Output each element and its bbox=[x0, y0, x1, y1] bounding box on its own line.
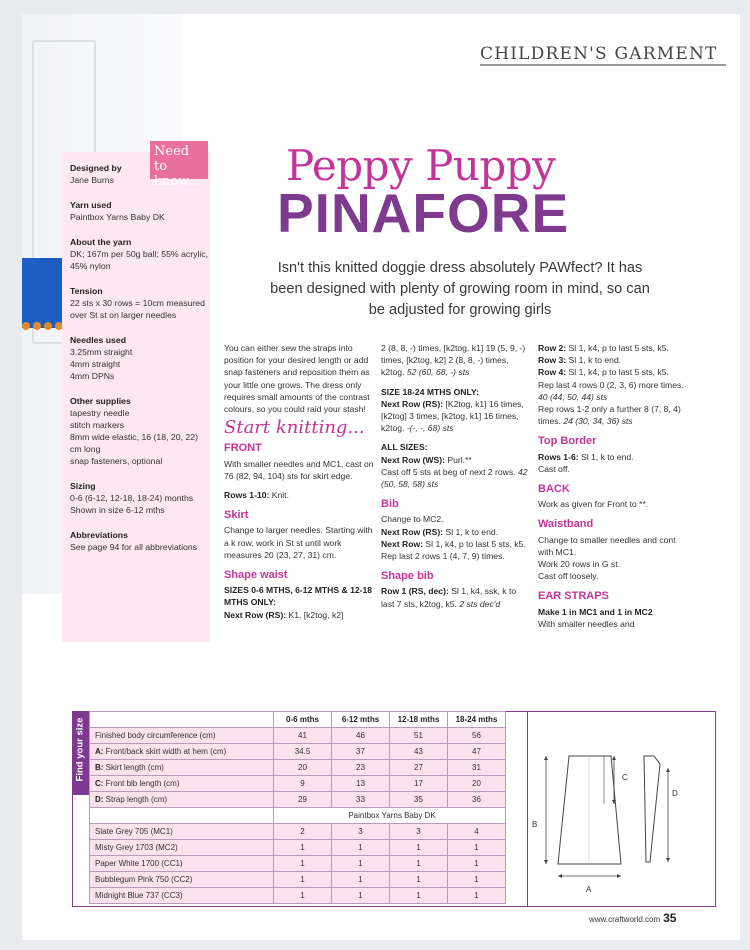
waist-sizes: SIZES 0-6 MTHS, 6-12 MTHS & 12-18 MTHS ONLY: bbox=[224, 585, 373, 608]
waistband-heading: Waistband bbox=[538, 518, 594, 531]
section-heading: About the yarn bbox=[70, 237, 132, 247]
need-to-know-content bbox=[70, 162, 210, 566]
skirt-outline bbox=[558, 756, 621, 864]
table-row bbox=[90, 776, 506, 792]
measurement-label: Finished body circumference (cm) bbox=[90, 728, 274, 744]
measurement-label: A: Front/back skirt width at hem (cm) bbox=[90, 744, 274, 760]
yarn-quantity: 3 bbox=[390, 824, 448, 840]
yarn-quantity: 1 bbox=[274, 840, 332, 856]
measurement-value: 17 bbox=[390, 776, 448, 792]
need-to-know-section bbox=[70, 334, 210, 382]
yarn-quantity: 1 bbox=[332, 840, 390, 856]
yarn-quantity: 4 bbox=[448, 824, 506, 840]
measurement-label: C: Front bib length (cm) bbox=[90, 776, 274, 792]
need-to-know-section bbox=[70, 285, 210, 321]
section-heading: Other supplies bbox=[70, 396, 131, 406]
back-text: Work as given for Front to **. bbox=[538, 499, 649, 510]
title-line-1: Peppy Puppy bbox=[286, 141, 556, 190]
table-row bbox=[90, 856, 506, 872]
table-row bbox=[90, 888, 506, 904]
label-b: B bbox=[532, 820, 538, 829]
skirt-text: Change to larger needles. Starting with a k row, work in St st until work measures 20 (23, 27, 31) cm. bbox=[224, 525, 373, 560]
section-text: 0-6 (6-12, 12-18, 18-24) months Shown in size 6-12 mths bbox=[70, 493, 194, 515]
measurement-value: 33 bbox=[332, 792, 390, 808]
need-to-know-section bbox=[70, 480, 210, 516]
size-column-header: 12-18 mths bbox=[390, 712, 448, 728]
section-heading: Designed by bbox=[70, 163, 122, 173]
skirt-heading: Skirt bbox=[224, 509, 249, 522]
measurement-value: 56 bbox=[448, 728, 506, 744]
yarn-quantity: 1 bbox=[448, 888, 506, 904]
measurement-value: 20 bbox=[274, 760, 332, 776]
yarn-quantity: 1 bbox=[274, 856, 332, 872]
need-to-know-tab: Need to know... bbox=[150, 141, 208, 179]
yarn-label: Midnight Blue 737 (CC3) bbox=[90, 888, 274, 904]
size-column-header: 0-6 mths bbox=[274, 712, 332, 728]
measurement-value: 13 bbox=[332, 776, 390, 792]
blue-garment-photo bbox=[22, 258, 62, 328]
rows-1-10: Rows 1-10: Knit. bbox=[224, 490, 289, 501]
need-to-know-section bbox=[70, 236, 210, 272]
ear-straps-heading: EAR STRAPS bbox=[538, 590, 609, 603]
back-heading: BACK bbox=[538, 483, 570, 496]
find-your-size-tab: Find your size bbox=[72, 711, 89, 795]
table-row bbox=[90, 792, 506, 808]
yarn-quantity: 2 bbox=[274, 824, 332, 840]
yarn-label: Slate Grey 705 (MC1) bbox=[90, 824, 274, 840]
measurement-value: 35 bbox=[390, 792, 448, 808]
waist-row-label: Next Row (RS): bbox=[224, 609, 287, 620]
title-line-2: PINAFORE bbox=[277, 182, 570, 244]
measurement-value: 29 bbox=[274, 792, 332, 808]
table-row bbox=[90, 872, 506, 888]
measurement-value: 20 bbox=[448, 776, 506, 792]
measurement-value: 36 bbox=[448, 792, 506, 808]
size-column-header: 18-24 mths bbox=[448, 712, 506, 728]
label-c: C bbox=[622, 773, 628, 782]
top-border-heading: Top Border bbox=[538, 435, 597, 448]
bib-heading: Bib bbox=[381, 498, 399, 511]
measurement-value: 51 bbox=[390, 728, 448, 744]
yarn-quantity: 1 bbox=[332, 888, 390, 904]
section-heading: Abbreviations bbox=[70, 530, 128, 540]
garment-diagram bbox=[526, 711, 716, 907]
yarn-label: Bubblegum Pink 750 (CC2) bbox=[90, 872, 274, 888]
intro-paragraph: You can either sew the straps into position for your desired length or add snap fasteners and reposition them as your little one grows. The dress only requires small amounts of the contrast colours, so you could raid your stash! bbox=[224, 343, 370, 415]
section-text: 3.25mm straight 4mm straight 4mm DPNs bbox=[70, 347, 133, 381]
table-row bbox=[90, 744, 506, 760]
need-to-know-section bbox=[70, 395, 210, 467]
measurement-value: 34.5 bbox=[274, 744, 332, 760]
yarn-header-blank bbox=[90, 808, 274, 824]
size-column-header: 6-12 mths bbox=[332, 712, 390, 728]
table-header-row bbox=[90, 712, 506, 728]
section-text: 22 sts x 30 rows = 10cm measured over St st on larger needles bbox=[70, 298, 205, 320]
shape-waist-heading: Shape waist bbox=[224, 569, 288, 582]
need-to-know-section bbox=[70, 162, 210, 186]
yarn-quantity: 1 bbox=[390, 872, 448, 888]
measurement-label: B: Skirt length (cm) bbox=[90, 760, 274, 776]
page-footer bbox=[589, 911, 676, 925]
size-table bbox=[89, 711, 506, 904]
measurement-value: 41 bbox=[274, 728, 332, 744]
measurement-value: 27 bbox=[390, 760, 448, 776]
yarn-quantity: 1 bbox=[448, 840, 506, 856]
body-column-1 bbox=[224, 342, 374, 621]
shape-bib-heading: Shape bib bbox=[381, 570, 434, 583]
pompom-trim bbox=[22, 322, 63, 330]
section-text: DK; 167m per 50g ball; 55% acrylic, 45% nylon bbox=[70, 249, 209, 271]
yarn-header-row bbox=[90, 808, 506, 824]
need-to-know-section bbox=[70, 529, 210, 553]
section-heading: Sizing bbox=[70, 481, 96, 491]
measurement-value: 37 bbox=[332, 744, 390, 760]
yarn-quantity: 1 bbox=[274, 872, 332, 888]
size-18-24-heading: SIZE 18-24 MTHS ONLY: bbox=[381, 386, 479, 397]
label-d: D bbox=[672, 789, 678, 798]
measurement-label: D: Strap length (cm) bbox=[90, 792, 274, 808]
measurement-value: 31 bbox=[448, 760, 506, 776]
section-heading: Tension bbox=[70, 286, 103, 296]
table-row bbox=[90, 760, 506, 776]
page-number: 35 bbox=[663, 911, 677, 925]
section-header: CHILDREN'S GARMENT bbox=[480, 44, 718, 64]
waist-continued: 2 (8, 8, -) times, [k2tog, k1] 19 (5, 9, -) times, [k2tog, k2] 2 (8, 8, -) times, k2tog. bbox=[381, 343, 526, 378]
body-column-3: Row 2: Sl 1, k4, p to last 5 sts, k5. Row 3: Sl 1, k to end. Row 4: Sl 1, k4, p to last 5 sts, k5. Rep last 4 rows 0 (2, 3, 6) more times. 40 (44, 50, 44) sts Rep rows 1-2 only a further 8 (7, 8, 4) times. 24 (30, 34, 36) sts Top Border Rows 1-6: Sl 1, k to end. Cast off. BACK Work as given for Front to **. Waistband Change to smaller needles and cont with MC1. Work 20 rows in G st. Cast off loosely. EAR STRAPS Make 1 in MC1 and 1 in MC2 With smaller needles and bbox=[538, 342, 688, 630]
yarn-quantity: 1 bbox=[332, 872, 390, 888]
body-column-2: 2 (8, 8, -) times, [k2tog, k1] 19 (5, 9, -) times, [k2tog, k2] 2 (8, 8, -) times, k2tog. 52 (60, 68, -) sts SIZE 18-24 MTHS ONLY: Next Row (RS): [K2tog, k1] 16 times, [k2tog] 3 times, [k2tog, k1] 16 times, k2tog. -(-, -, 68) sts ALL SIZES: Next Row (WS): Purl.** Cast off 5 sts at beg of next 2 rows. 42 (50, 58, 58) sts Bib Change to MC2. Next Row (RS): Sl 1, k to end. Next Row: Sl 1, k4, p to last 5 sts, k5. Rep last 2 rows 1 (4, 7, 9) times. Shape bib Row 1 (RS, dec): Sl 1, k4, ssk, k to last 7 sts, k2tog, k5. 2 sts dec'd bbox=[381, 342, 531, 610]
table-row bbox=[90, 840, 506, 856]
need-to-know-section bbox=[70, 199, 210, 223]
measurement-value: 46 bbox=[332, 728, 390, 744]
section-text: tapestry needle stitch markers 8mm wide elastic, 16 (18, 20, 22) cm long snap fasteners, optional bbox=[70, 408, 198, 466]
measurement-value: 47 bbox=[448, 744, 506, 760]
standfirst: Isn't this knitted doggie dress absolutely PAWfect? It has been designed with plenty of growing room in mind, so can be adjusted for growing girls bbox=[270, 260, 650, 318]
schematic-svg bbox=[526, 712, 715, 906]
yarn-label: Paper White 1700 (CC1) bbox=[90, 856, 274, 872]
section-text: Jane Burns bbox=[70, 175, 114, 185]
yarn-quantity: 1 bbox=[390, 840, 448, 856]
yarn-quantity: 1 bbox=[448, 856, 506, 872]
footer-url: www.craftworld.com bbox=[589, 915, 661, 924]
yarn-quantity: 1 bbox=[448, 872, 506, 888]
yarn-quantity: 1 bbox=[390, 888, 448, 904]
yarn-quantity: 3 bbox=[332, 824, 390, 840]
yarn-quantity: 1 bbox=[332, 856, 390, 872]
yarn-header: Paintbox Yarns Baby DK bbox=[274, 808, 506, 824]
table-row bbox=[90, 728, 506, 744]
waist-row-text: K1, [k2tog, k2] bbox=[286, 609, 344, 620]
section-heading: Needles used bbox=[70, 335, 127, 345]
header-blank bbox=[90, 712, 274, 728]
measurement-value: 9 bbox=[274, 776, 332, 792]
label-a: A bbox=[586, 885, 592, 894]
table-row bbox=[90, 824, 506, 840]
strap-outline bbox=[644, 756, 660, 862]
front-heading: FRONT bbox=[224, 442, 262, 455]
measurement-value: 23 bbox=[332, 760, 390, 776]
yarn-quantity: 1 bbox=[390, 856, 448, 872]
section-text: Paintbox Yarns Baby DK bbox=[70, 212, 165, 222]
all-sizes-heading: ALL SIZES: bbox=[381, 442, 428, 453]
yarn-label: Misty Grey 1703 (MC2) bbox=[90, 840, 274, 856]
start-knitting-heading: Start knitting... bbox=[224, 417, 365, 439]
front-text: With smaller needles and MC1, cast on 76 (82, 94, 104) sts for skirt edge. bbox=[224, 458, 374, 481]
measurement-value: 43 bbox=[390, 744, 448, 760]
header-rule bbox=[480, 64, 726, 66]
section-heading: Yarn used bbox=[70, 200, 112, 210]
section-text: See page 94 for all abbreviations bbox=[70, 542, 198, 552]
yarn-quantity: 1 bbox=[274, 888, 332, 904]
